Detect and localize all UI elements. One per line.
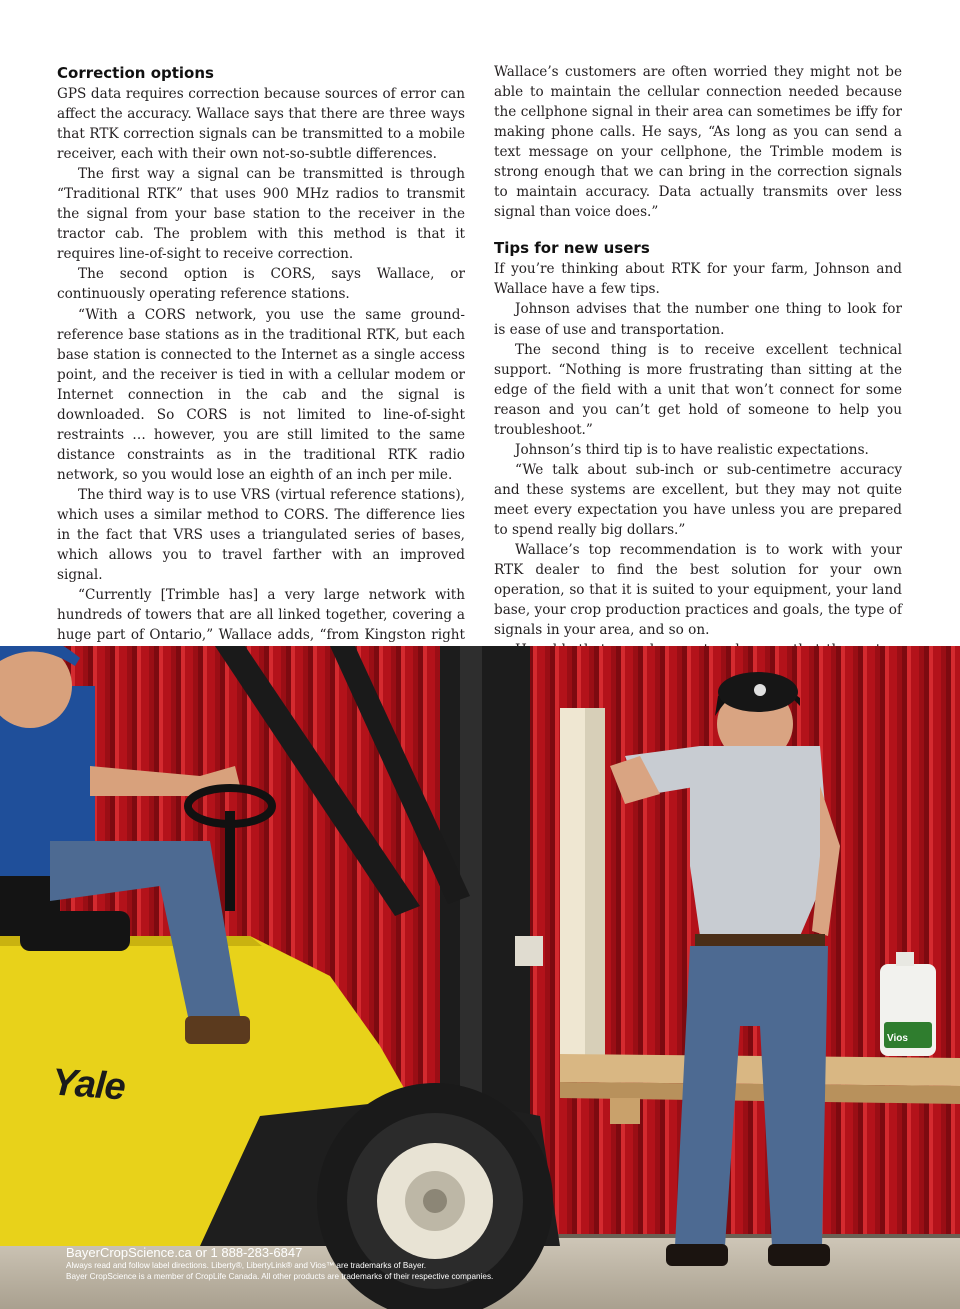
ad-contact: BayerCropScience.ca or 1 888-283-6847 xyxy=(66,1245,303,1260)
paragraph: Johnson advises that the number one thing to look for is ease of use and transportation. xyxy=(494,301,902,338)
vios-jug-label: Vios xyxy=(887,1033,908,1044)
ad-fine-print: Bayer CropScience is a member of CropLife Canada. All other products are trademarks of their respective companies. xyxy=(66,1272,494,1281)
paragraph: “Currently [Trimble has] a very large network with hundreds of towers that are all linked together, covering a huge part of Ontario,” Wallace adds, “from Kingston right xyxy=(57,587,465,644)
paragraph: “We talk about sub-inch or sub-centimetre accuracy and these systems are excellent, but they may not quite meet every expectation you have unless you are prepared to spend really big dollars.” xyxy=(494,461,902,538)
right-column xyxy=(494,62,902,720)
paragraph: The first way a signal can be transmitted is through “Traditional RTK” that uses 900 MHz radios to transmit the signal from your base station to the receiver in the tractor cab. The problem with this method is that it requires line-of-sight to receive correction. xyxy=(57,166,465,263)
paragraph: “With a CORS network, you use the same ground-reference base stations as in the traditional RTK, but each base station is connected to the Internet as a single access point, and the receiver is tied in with a cellular modem or Internet connection in the cab and the signal is downloaded. So CORS is not limited to line-of-sight restraints … however, you are still limited to the same distance constraints as in the traditional RTK radio network, so you would lose an eighth of an inch per mile. xyxy=(57,306,465,483)
paragraph: Wallace’s top recommendation is to work with your RTK dealer to find the best solution for your own operation, so that it is suited to your equipment, your land base, your crop production practices and goals, the type of signals in your area, and so on. xyxy=(494,542,902,639)
paragraph: GPS data requires correction because sources of error can affect the accuracy. Wallace says that there are three ways that RTK correction signals can be transmitted to a mobile receiver, each with their own not-so-subtle differences. xyxy=(57,86,465,163)
paragraph: If you’re thinking about RTK for your farm, Johnson and Wallace have a few tips. xyxy=(494,261,902,298)
ad-fine-print: Always read and follow label directions. Liberty®, LibertyLink® and Vios™ are trademarks of Bayer. xyxy=(66,1261,427,1270)
correction-options-heading: Correction options xyxy=(57,64,214,82)
paragraph: Johnson’s third tip is to have realistic expectations. xyxy=(515,441,869,458)
paragraph: The second option is CORS, says Wallace, or continuously operating reference stations. xyxy=(57,266,465,303)
left-column xyxy=(57,62,465,705)
paragraph: Wallace’s customers are often worried they might not be able to maintain the cellular connection needed because the cellphone signal in their area can sometimes be iffy for making phone calls. He says, “As long as you can send a text message on your cellphone, the Trimble modem is strong enough that we can bring in the correction signals to maintain accuracy. Data actually transmits over less signal than voice does.” xyxy=(494,64,902,221)
paragraph: The third way is to use VRS (virtual reference stations), which uses a similar method to CORS. The difference lies in the fact that VRS uses a triangulated series of bases, which allows you to travel farther with an improved signal. xyxy=(57,486,465,584)
forklift-scene-illustration xyxy=(0,646,960,1309)
ad-photo xyxy=(0,646,960,1309)
tips-heading: Tips for new users xyxy=(494,239,650,258)
yale-logo: Yale xyxy=(50,1061,127,1109)
paragraph: The second thing is to receive excellent technical support. “Nothing is more frustrating than sitting at the edge of the field with a unit that won’t connect for some reason and you can’t get hold of someone to help you troubleshoot.” xyxy=(494,341,902,438)
